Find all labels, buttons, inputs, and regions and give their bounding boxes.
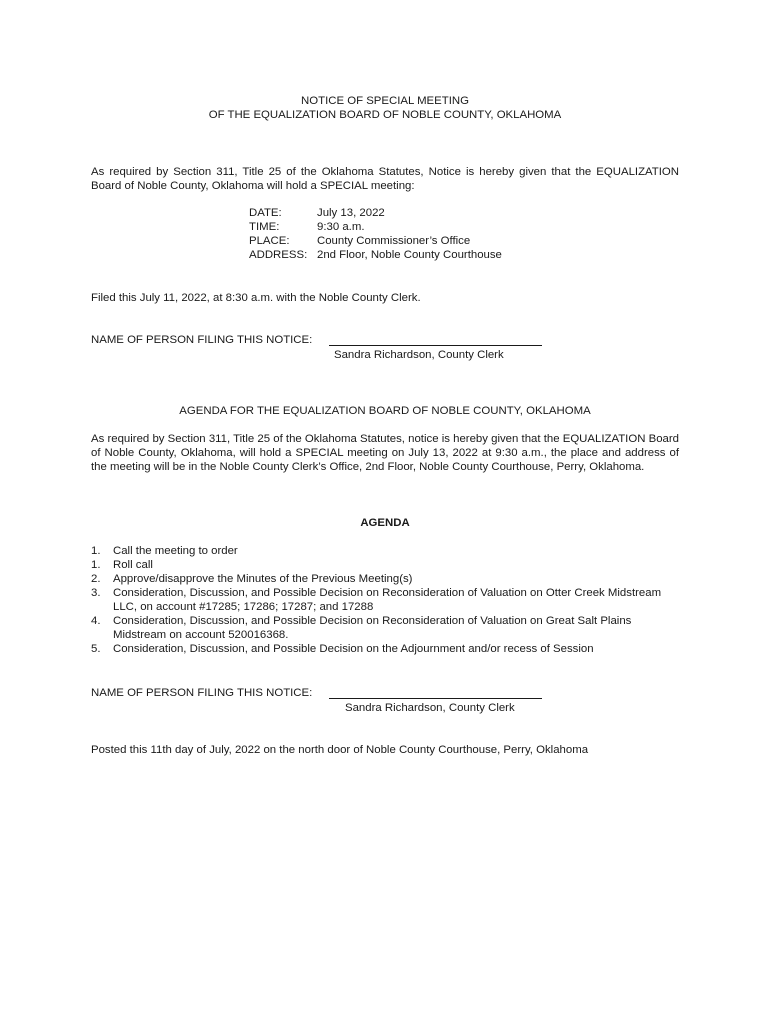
agenda-item-number: 1. — [91, 545, 101, 557]
agenda-filing-label: NAME OF PERSON FILING THIS NOTICE: — [91, 687, 313, 699]
agenda-filer-name: Sandra Richardson, County Clerk — [345, 702, 515, 714]
agenda-section-title: AGENDA FOR THE EQUALIZATION BOARD OF NOBLE COUNTY, OKLAHOMA — [179, 405, 591, 417]
filed-statement: Filed this July 11, 2022, at 8:30 a.m. with the Noble County Clerk. — [91, 292, 421, 304]
agenda-item-number: 4. — [91, 615, 101, 627]
agenda-item-text: Consideration, Discussion, and Possible Decision on Reconsideration of Valuation on Otter Creek Midstream LLC, on account #17285; 17286; 17287; and 17288 — [113, 587, 662, 613]
agenda-item — [91, 558, 681, 572]
notice-title-line1: NOTICE OF SPECIAL MEETING — [301, 95, 469, 107]
agenda-heading: AGENDA — [360, 517, 410, 529]
agenda-item-number: 2. — [91, 573, 101, 585]
agenda-item — [91, 544, 681, 558]
agenda-item — [91, 614, 681, 642]
agenda-item — [91, 642, 681, 656]
posted-statement: Posted this 11th day of July, 2022 on the north door of Noble County Courthouse, Perry, Oklahoma — [91, 744, 589, 756]
meeting-details-table — [249, 206, 502, 262]
meeting-detail-value: July 13, 2022 — [317, 207, 385, 219]
meeting-detail-row — [249, 220, 502, 234]
signature-line — [329, 345, 542, 346]
agenda-item-text: Roll call — [113, 559, 153, 571]
agenda-item-text: Consideration, Discussion, and Possible Decision on Reconsideration of Valuation on Great Salt Plains Midstream on account 520016368. — [113, 615, 632, 641]
agenda-signature-line — [329, 698, 542, 699]
meeting-detail-label: ADDRESS: — [249, 249, 308, 261]
meeting-detail-label: TIME: — [249, 221, 280, 233]
meeting-detail-value: 9:30 a.m. — [317, 221, 365, 233]
meeting-detail-value: 2nd Floor, Noble County Courthouse — [317, 249, 502, 261]
agenda-item — [91, 586, 681, 614]
agenda-item — [91, 572, 681, 586]
filer-name: Sandra Richardson, County Clerk — [334, 349, 504, 361]
meeting-detail-row — [249, 234, 502, 248]
filing-label: NAME OF PERSON FILING THIS NOTICE: — [91, 334, 313, 346]
meeting-detail-row — [249, 248, 502, 262]
agenda-item-number: 3. — [91, 587, 101, 599]
notice-title-line2: OF THE EQUALIZATION BOARD OF NOBLE COUNTY, OKLAHOMA — [208, 109, 562, 121]
meeting-detail-label: DATE: — [249, 207, 282, 219]
agenda-intro-paragraph: As required by Section 311, Title 25 of the Oklahoma Statutes, notice is hereby given that the EQUALIZATION Board of Noble County, Oklahoma, will hold a SPECIAL meeting on July 13, 2022 at 9:30 a.m., the place and address of the meeting will be in the Noble County Clerk’s Office, 2nd Floor, Noble County Courthouse, Perry, Oklahoma. — [91, 433, 679, 473]
meeting-detail-row — [249, 206, 502, 220]
agenda-item-number: 5. — [91, 643, 101, 655]
agenda-item-text: Approve/disapprove the Minutes of the Previous Meeting(s) — [113, 573, 413, 585]
meeting-detail-label: PLACE: — [249, 235, 290, 247]
agenda-list — [91, 544, 681, 656]
agenda-item-number: 1. — [91, 559, 101, 571]
notice-intro-paragraph: As required by Section 311, Title 25 of the Oklahoma Statutes, Notice is hereby given that the EQUALIZATION Board of Noble County, Oklahoma will hold a SPECIAL meeting: — [91, 166, 679, 192]
agenda-item-text: Consideration, Discussion, and Possible Decision on the Adjournment and/or recess of Session — [113, 643, 594, 655]
agenda-item-text: Call the meeting to order — [113, 545, 238, 557]
meeting-detail-value: County Commissioner’s Office — [317, 235, 471, 247]
